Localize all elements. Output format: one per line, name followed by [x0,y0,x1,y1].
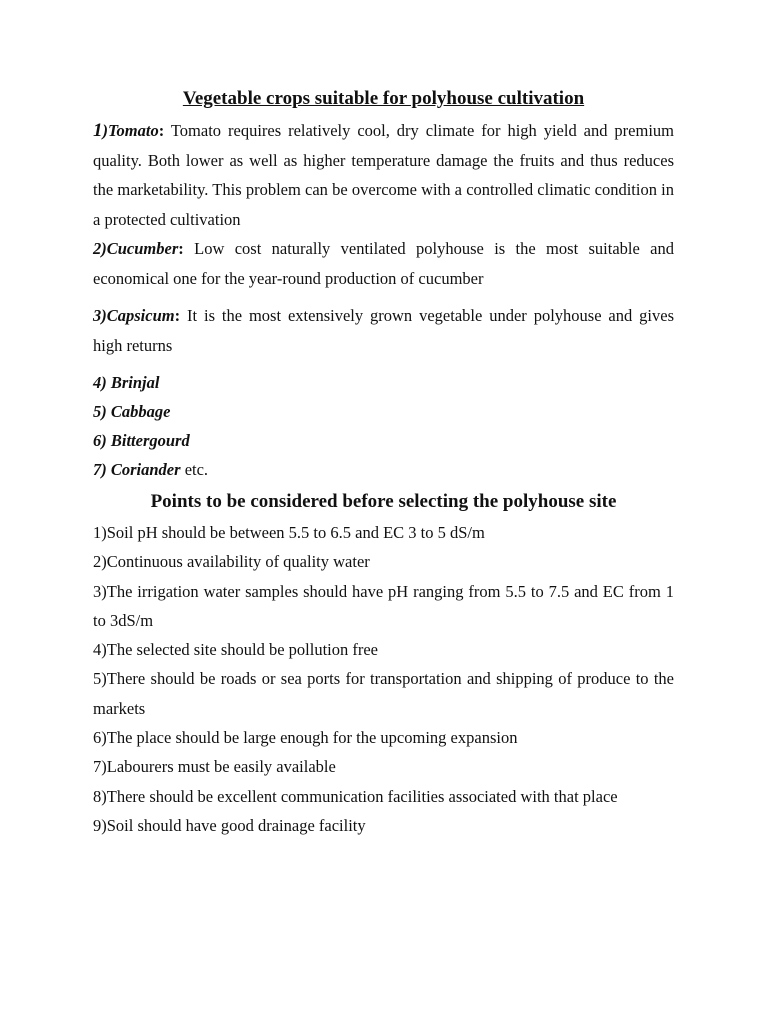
crop-label: 4) Brinjal [93,373,160,392]
crop-list-item [93,455,674,484]
site-point: 4)The selected site should be pollution free [93,640,378,660]
crop-label: 6) Bittergourd [93,431,190,450]
crop-label: )Tomato [102,121,159,140]
site-point: 3)The irrigation water samples should have pH ranging from 5.5 to 7.5 and EC from 1 to 3dS/m [93,581,674,630]
site-point: 9)Soil should have good drainage facility [93,815,366,835]
crop-colon: : [174,306,181,325]
document-page [93,84,674,840]
crop-paragraph-tomato [93,116,674,234]
page-title: Vegetable crops suitable for polyhouse cultivation [182,88,585,109]
site-point: 1)Soil pH should be between 5.5 to 6.5 and EC 3 to 5 dS/m [93,523,485,542]
crop-list-item [93,368,674,397]
site-point: 5)There should be roads or sea ports for transportation and shipping of produce to the markets [93,669,674,718]
crop-label: 7) Coriander [93,460,181,479]
crop-paragraph-cucumber [93,234,674,293]
crop-colon: : [178,239,184,258]
crop-number: 1 [93,120,103,141]
crop-list-item [93,426,674,455]
crop-label: 2)Cucumber [93,239,179,258]
crop-label: 5) Cabbage [93,402,171,421]
site-section-heading: Points to be considered before selecting the polyhouse site [150,491,617,512]
crop-list-item [93,397,674,426]
site-point: 6)The place should be large enough for the upcoming expansion [93,728,518,748]
site-point: 7)Labourers must be easily available [93,757,336,777]
crop-suffix: etc. [180,460,209,479]
site-point: 8)There should be excellent communication facilities associated with that place [93,786,618,806]
crop-description: Low cost naturally ventilated polyhouse is the most suitable and economical one for the year-round production of cucumber [93,239,674,288]
site-point: 2)Continuous availability of quality water [93,552,370,572]
crop-colon: : [158,121,165,140]
crop-label: 3)Capsicum [93,306,175,325]
crop-paragraph-capsicum [93,301,674,360]
crop-description: It is the most extensively grown vegetable under polyhouse and gives high returns [93,306,674,355]
crop-description: Tomato requires relatively cool, dry climate for high yield and premium quality. Both lower as well as higher temperature damage the fruits and thus reduces the marketability. This problem can be overcome with a controlled climatic condition in a protected cultivation [93,121,674,229]
